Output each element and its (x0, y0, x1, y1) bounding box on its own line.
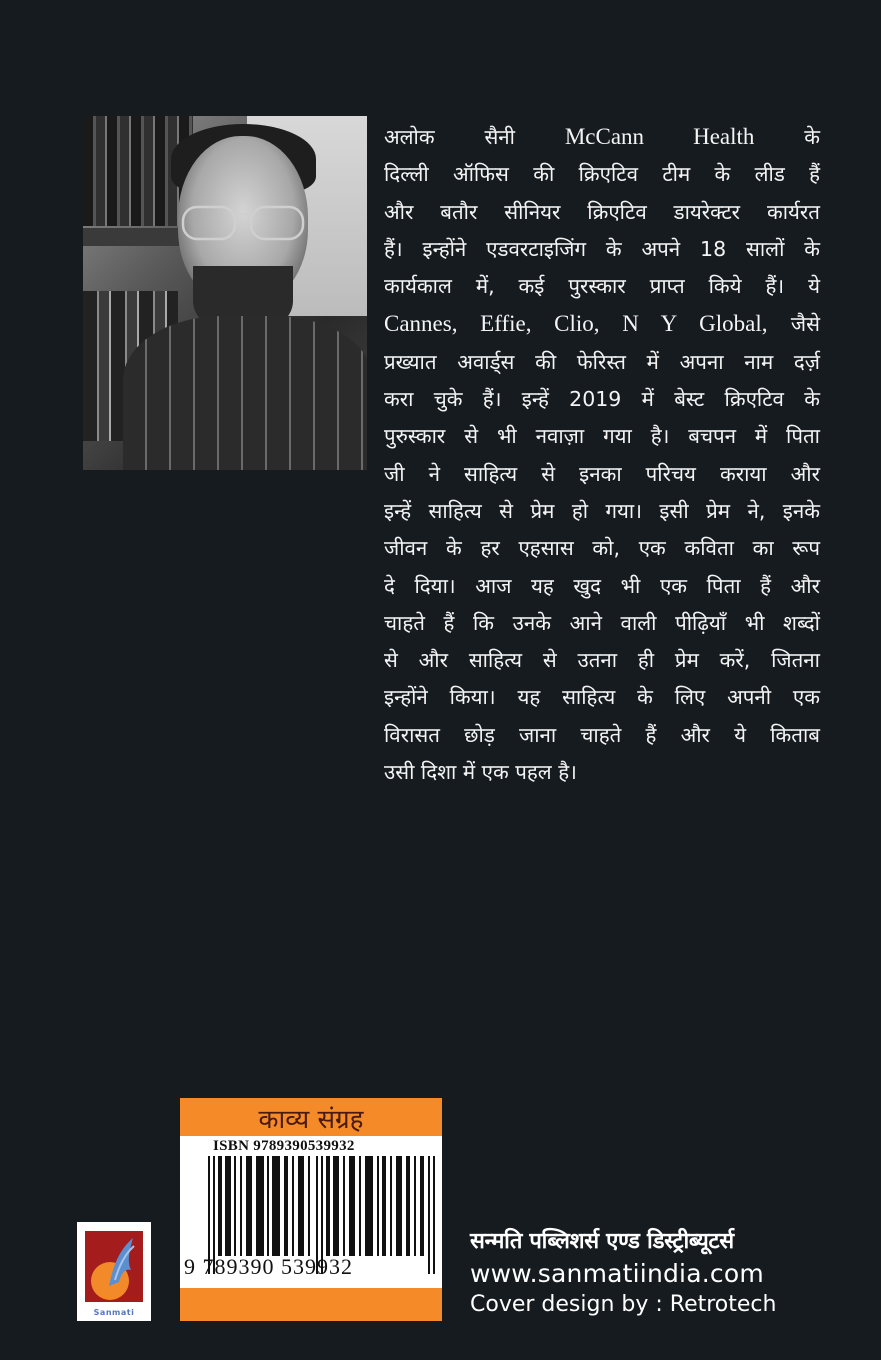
bio-line: कार्यकाल में, कई पुरस्कार प्राप्त किये हैं। ये (384, 274, 820, 299)
publisher-url[interactable]: www.sanmatiindia.com (470, 1259, 764, 1288)
logo-wing-icon (105, 1236, 135, 1288)
logo-name: Sanmati (93, 1308, 135, 1317)
bio-line: प्रख्यात अवार्ड्स की फेरिस्त में अपना नाम दर्ज़ (384, 349, 820, 374)
author-bio (384, 118, 820, 791)
bio-line: पुरुस्कार से भी नवाज़ा गया है। बचपन में पिता (384, 424, 820, 449)
publisher-name: सन्मति पब्लिशर्स एण्ड डिस्ट्रीब्यूटर्स (470, 1229, 734, 1254)
bio-line: जी ने साहित्य से इनका परिचय कराया और (384, 461, 820, 486)
barcode-area (180, 1136, 442, 1288)
photo-jacket (123, 316, 367, 470)
author-photo (83, 116, 367, 470)
cover-design-credit: Cover design by : Retrotech (470, 1292, 777, 1317)
publisher-logo (77, 1222, 151, 1321)
bio-line: Cannes, Effie, Clio, N Y Global, जैसे (384, 311, 820, 337)
bio-line: इन्होंने किया। यह साहित्य के लिए अपनी एक (384, 685, 820, 710)
bio-line: विरासत छोड़ जाना चाहते हैं और ये किताब (384, 722, 820, 747)
bio-line: चाहते हैं कि उनके आने वाली पीढ़ियाँ भी शब्दों (384, 610, 820, 635)
isbn-barcode-panel (180, 1098, 442, 1321)
bio-line: जीवन के हर एहसास को, एक कविता का रूप (384, 536, 820, 561)
genre-label: काव्य संग्रह (258, 1105, 364, 1135)
shelf-board (83, 228, 193, 246)
bio-line: से और साहित्य से उतना ही प्रेम करें, जितना (384, 648, 820, 673)
isbn-text: ISBN 9789390539932 (213, 1138, 355, 1154)
bio-line: करा चुके हैं। इन्हें 2019 में बेस्ट क्रिएटिव के (384, 387, 820, 412)
bio-line: दे दिया। आज यह खुद भी एक पिता हैं और (384, 573, 820, 598)
bio-line: हैं। इन्होंने एडवरटाइजिंग के अपने 18 सालों के (384, 236, 820, 261)
bio-line: दिल्ली ऑफिस की क्रिएटिव टीम के लीड हैं (384, 162, 820, 187)
bio-line: और बतौर सीनियर क्रिएटिव डायरेक्टर कार्यरत (384, 199, 820, 224)
barcode-digits: 9 789390 539932 (184, 1254, 353, 1279)
photo-glasses (181, 204, 306, 242)
bio-line: इन्हें साहित्य से प्रेम हो गया। इसी प्रेम ने, इनके (384, 498, 820, 523)
publisher-info (470, 1227, 830, 1319)
bio-line: अलोक सैनी McCann Health के (384, 124, 820, 149)
bio-line: उसी दिशा में एक पहल है। (384, 760, 577, 785)
